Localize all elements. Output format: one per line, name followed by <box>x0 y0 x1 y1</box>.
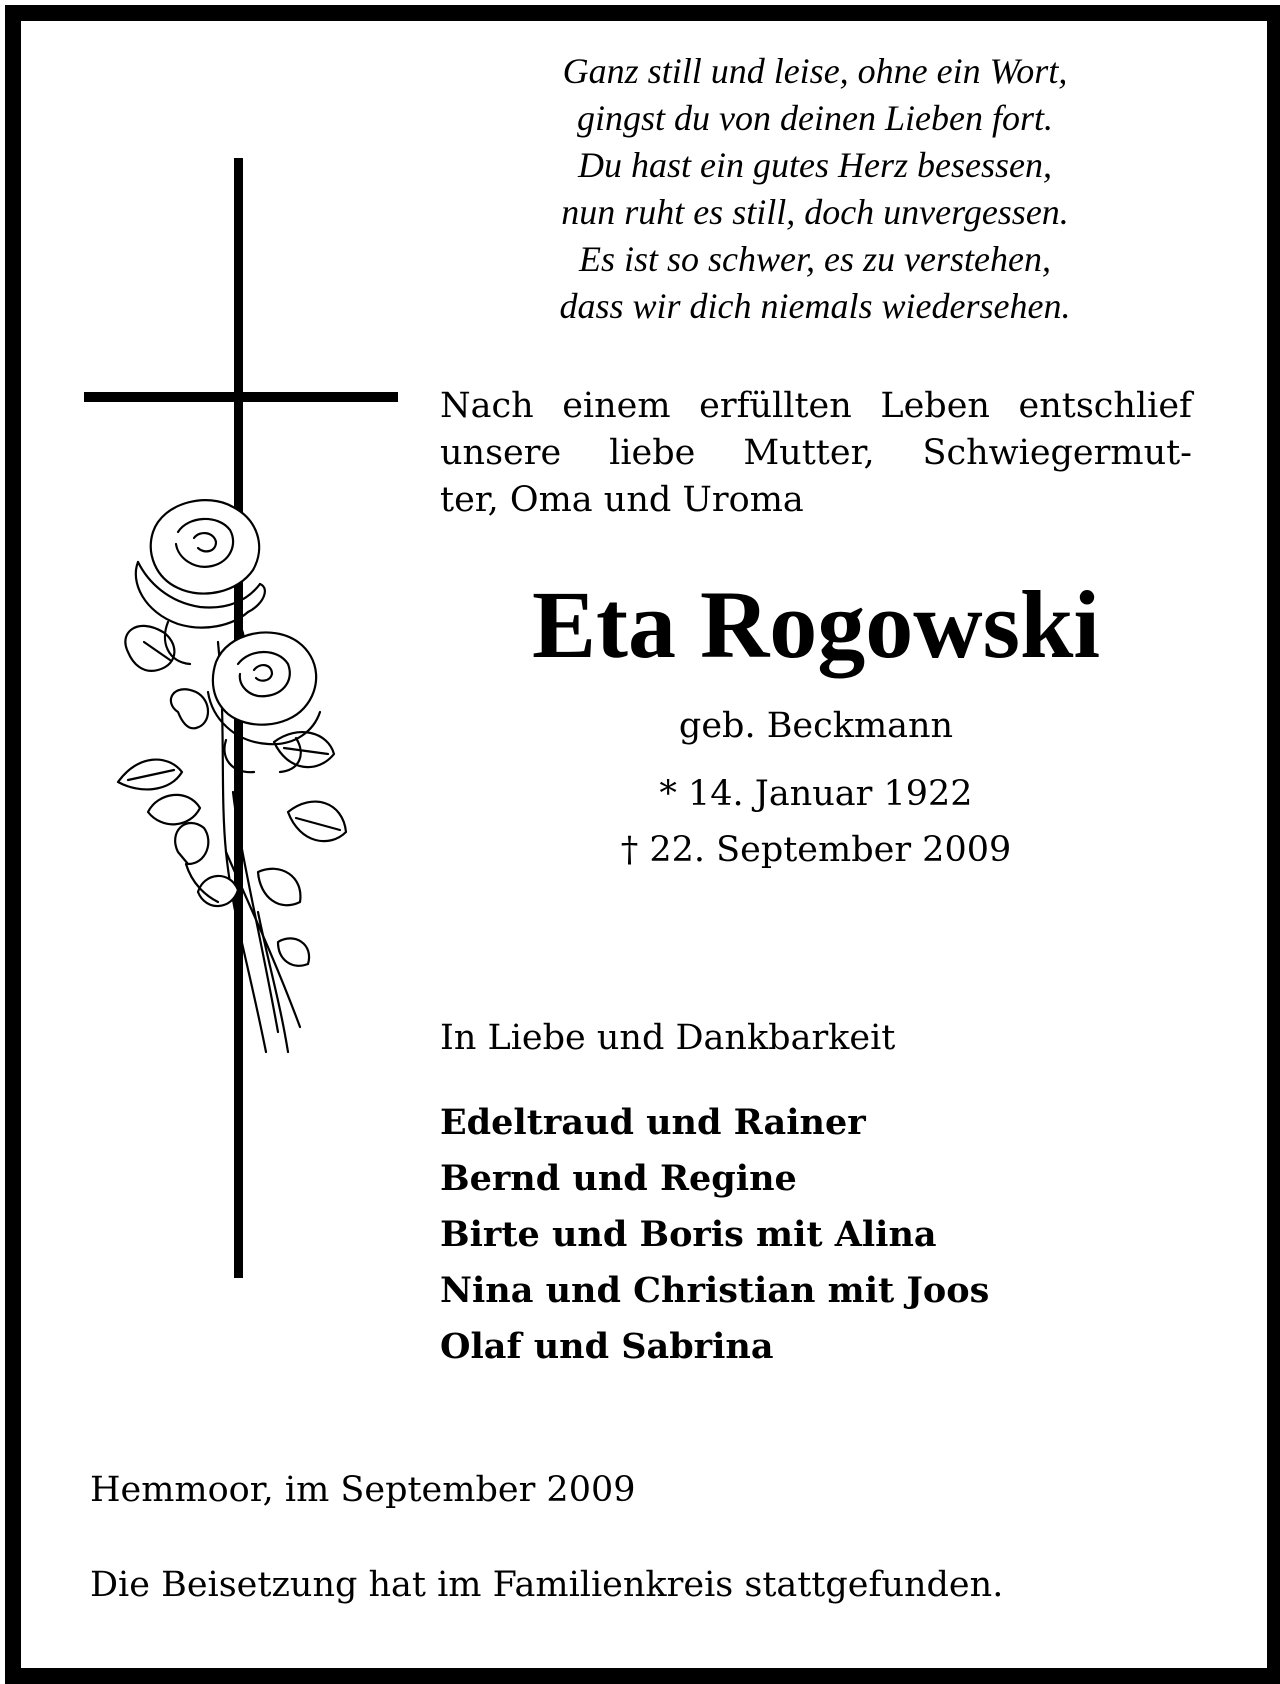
announcement-line: Nach einem erfüllten Leben entschlief <box>440 386 1192 426</box>
burial-note: Die Beisetzung hat im Familienkreis stattgefunden. <box>90 1565 1004 1605</box>
mourner-family: Edeltraud und Rainer <box>440 1102 866 1143</box>
death-date: † 22. September 2009 <box>620 830 1012 870</box>
mourner-family: Birte und Boris mit Alina <box>440 1214 937 1255</box>
cross-horizontal-bar <box>84 392 398 402</box>
maiden-name: geb. Beckmann <box>678 706 954 746</box>
memorial-poem <box>440 48 1190 330</box>
announcement-line: ter, Oma und Uroma <box>440 480 804 520</box>
poem-line: Du hast ein gutes Herz besessen, <box>578 145 1052 185</box>
rose-bouquet-icon <box>108 492 368 1072</box>
place-and-date: Hemmoor, im September 2009 <box>90 1470 636 1510</box>
poem-line: Es ist so schwer, es zu verstehen, <box>579 239 1051 279</box>
mourner-family: Bernd und Regine <box>440 1158 797 1199</box>
birth-date: * 14. Januar 1922 <box>659 774 973 814</box>
deceased-name: Eta Rogowski <box>531 571 1101 678</box>
mourner-family: Olaf und Sabrina <box>440 1326 774 1367</box>
mourner-family: Nina und Christian mit Joos <box>440 1270 990 1311</box>
thanks-line: In Liebe und Dankbarkeit <box>440 1018 896 1058</box>
poem-line: dass wir dich niemals wiedersehen. <box>559 286 1071 326</box>
poem-line: gingst du von deinen Lieben fort. <box>577 98 1053 138</box>
poem-line: nun ruht es still, doch unvergessen. <box>561 192 1069 232</box>
poem-line: Ganz still und leise, ohne ein Wort, <box>562 51 1068 91</box>
mourners-list <box>440 1095 989 1375</box>
announcement-line: unsere liebe Mutter, Schwiegermut- <box>440 433 1192 473</box>
announcement-text <box>440 383 1192 524</box>
